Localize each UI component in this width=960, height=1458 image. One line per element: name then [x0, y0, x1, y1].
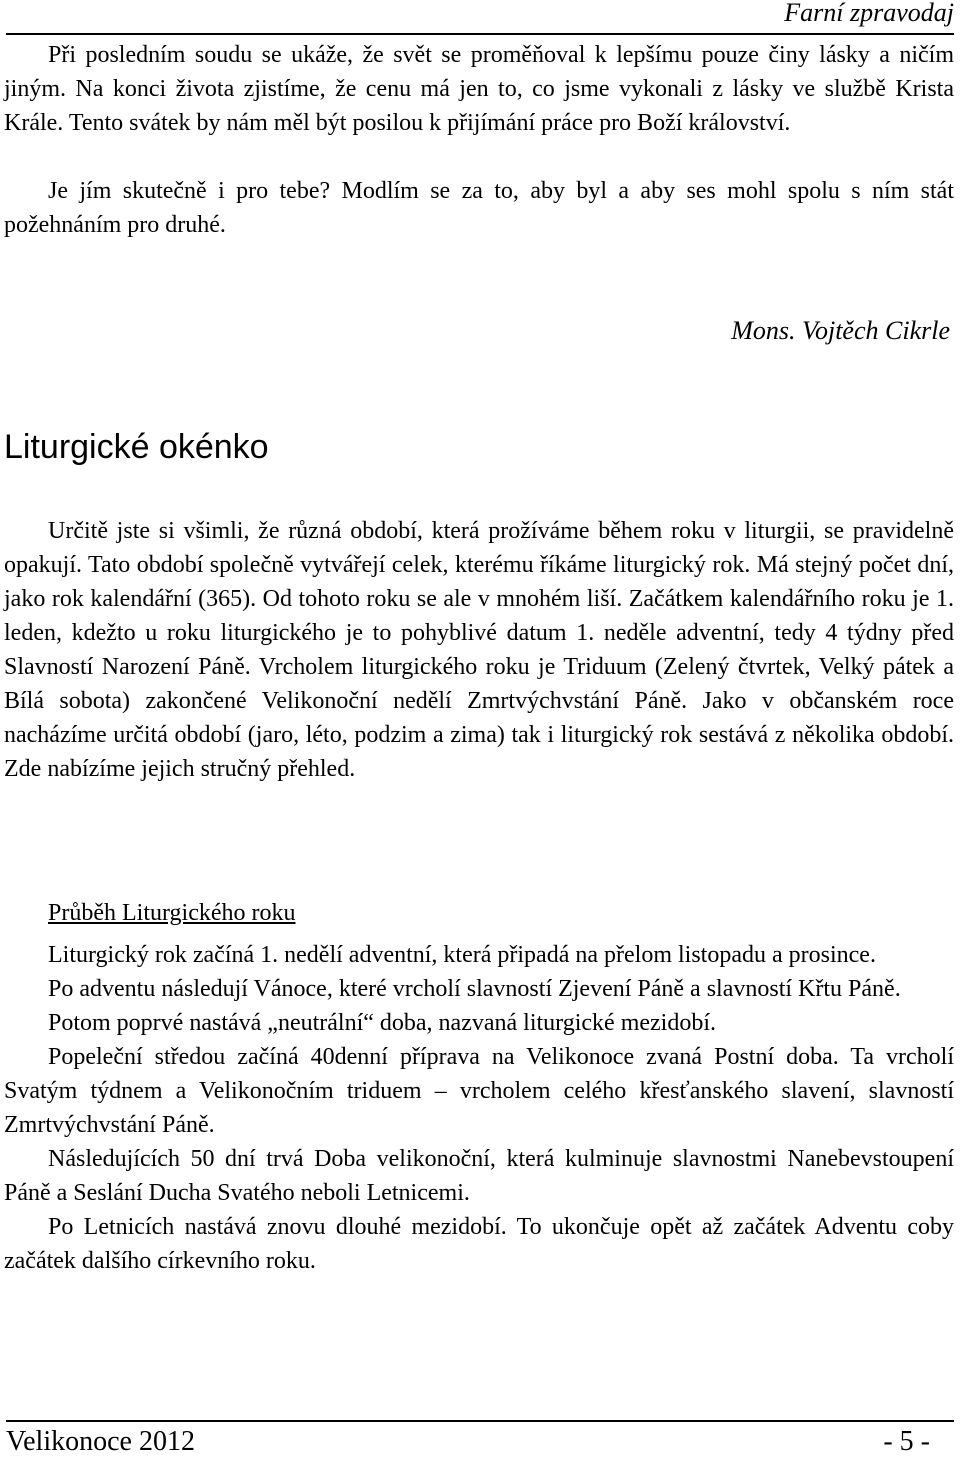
section-heading: Liturgické okénko: [4, 428, 269, 466]
page-number: - 5 -: [883, 1426, 930, 1457]
intro-paragraph-1: Při posledním soudu se ukáže, že svět se proměňoval k lepšímu pouze činy lásky a ničím jiným. Na konci života zjistíme, že cenu má jen to, co jsme vykonali z lásky ve službě Krista Krále. Tento svátek by nám měl být posilou k přijímání práce pro Boží království.: [4, 42, 954, 136]
newsletter-title: Farní zpravodaj: [784, 0, 954, 27]
liturgical-paragraph: Po adventu následují Vánoce, které vrcholí slavností Zjevení Páně a slavností Křtu Páně.: [48, 976, 901, 1002]
header-divider: [6, 33, 954, 35]
liturgical-paragraph: Následujících 50 dní trvá Doba velikonoční, která kulminuje slavnostmi Nanebevstoupení Páně a Seslání Ducha Svatého neboli Letnicemi.: [4, 1146, 954, 1206]
liturgical-paragraph: Popeleční středou začíná 40denní příprava na Velikonoce zvaná Postní doba. Ta vrcholí Svatým týdnem a Velikonočním triduem – vrcholem celého křesťanského slavení, slavností Zmrtvýchvstání Páně.: [4, 1044, 954, 1138]
section-subheading: Průběh Liturgického roku: [48, 900, 296, 926]
intro-paragraph-2: Je jím skutečně i pro tebe? Modlím se za to, aby byl a aby ses mohl spolu s ním stát požehnáním pro druhé.: [4, 178, 954, 238]
issue-label: Velikonoce 2012: [6, 1426, 195, 1457]
liturgical-paragraph: Liturgický rok začíná 1. nedělí adventní, která připadá na přelom listopadu a prosince.: [48, 942, 876, 968]
footer-divider: [6, 1420, 954, 1422]
author-signature: Mons. Vojtěch Cikrle: [731, 316, 950, 345]
liturgical-paragraph: Po Letnicích nastává znovu dlouhé mezidobí. To ukončuje opět až začátek Adventu coby začátek dalšího církevního roku.: [4, 1214, 954, 1274]
intro-text: [4, 38, 954, 242]
section-intro-paragraph: Určitě jste si všimli, že různá období, která prožíváme během roku v liturgii, se pravidelně opakují. Tato období společně vytvářejí celek, kterému říkáme liturgický rok. Má stejný počet dní, jako rok kalendářní (365). Od tohoto roku se ale v mnohém liší. Začátkem kalendářního roku je 1. leden, kdežto u roku liturgického je to pohyblivé datum 1. neděle adventní, tedy 4 týdny před Slavností Narození Páně. Vrcholem liturgického roku je Triduum (Zelený čtvrtek, Velký pátek a Bílá sobota) zakončené Velikonoční nedělí Zmrtvýchvstání Páně. Jako v občanském roce nacházíme určitá období (jaro, léto, podzim a zima) tak i liturgický rok sestává z několika období. Zde nabízíme jejich stručný přehled.: [4, 518, 954, 782]
liturgical-year-list: [4, 938, 954, 1278]
liturgical-paragraph: Potom poprvé nastává „neutrální“ doba, nazvaná liturgické mezidobí.: [48, 1010, 717, 1036]
section-intro: [4, 514, 954, 786]
